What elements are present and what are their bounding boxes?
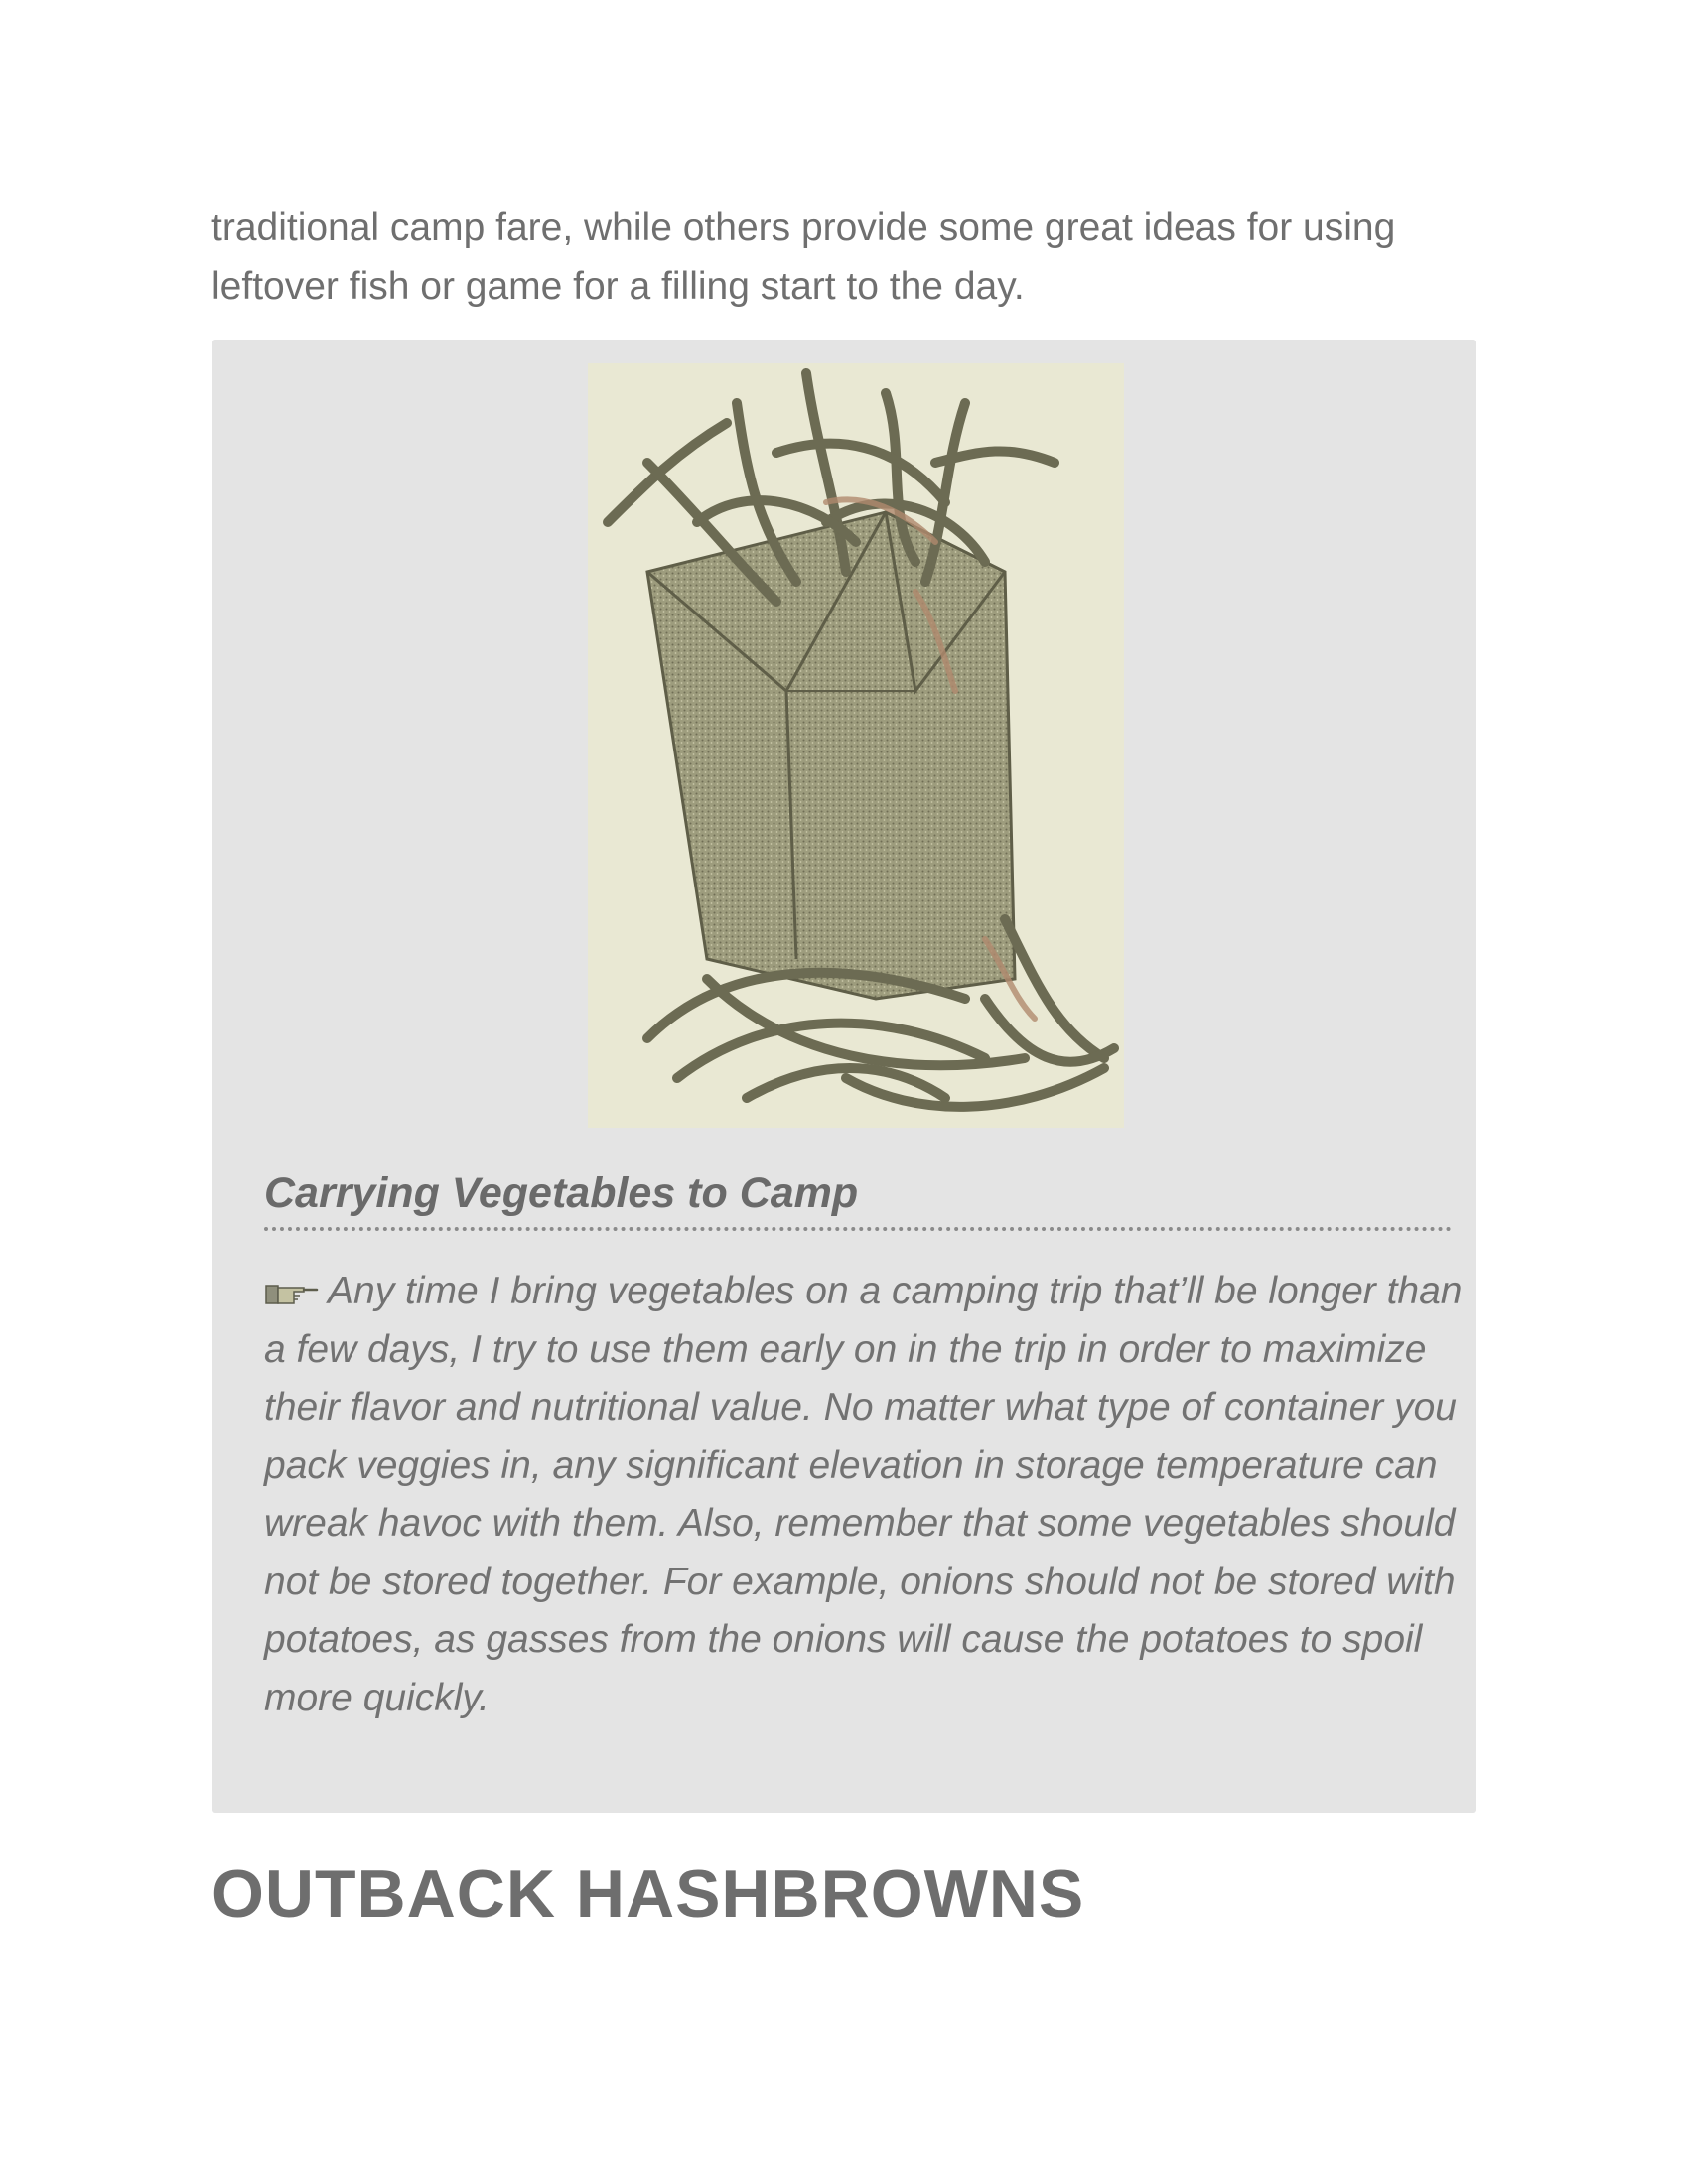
sidebar-box [212,340,1476,1813]
green-beans-illustration [588,363,1124,1128]
sidebar-body-text: Any time I bring vegetables on a camping trip that’ll be longer than a few days, I try to use them early on in the trip in order to maximize their flavor and nutritional value. No matter what type of container you pack veggies in, any significant elevation in storage temperature can wreak havoc with them. Also, remember that some vegetables should not be stored together. For example, onions should not be stored with potatoes, as gasses from the onions will cause the potatoes to spoil more quickly. [264,1270,1463,1719]
sidebar-title: Carrying Vegetables to Camp [264,1169,859,1217]
intro-paragraph: traditional camp fare, while others provide some great ideas for using leftover fish or game for a filling start to the day. [211,206,1396,308]
pointing-hand-icon [264,1267,320,1297]
sidebar-title-divider [264,1227,1452,1231]
sidebar-body [264,1263,1466,1727]
section-heading: OUTBACK HASHBROWNS [211,1856,1085,1932]
